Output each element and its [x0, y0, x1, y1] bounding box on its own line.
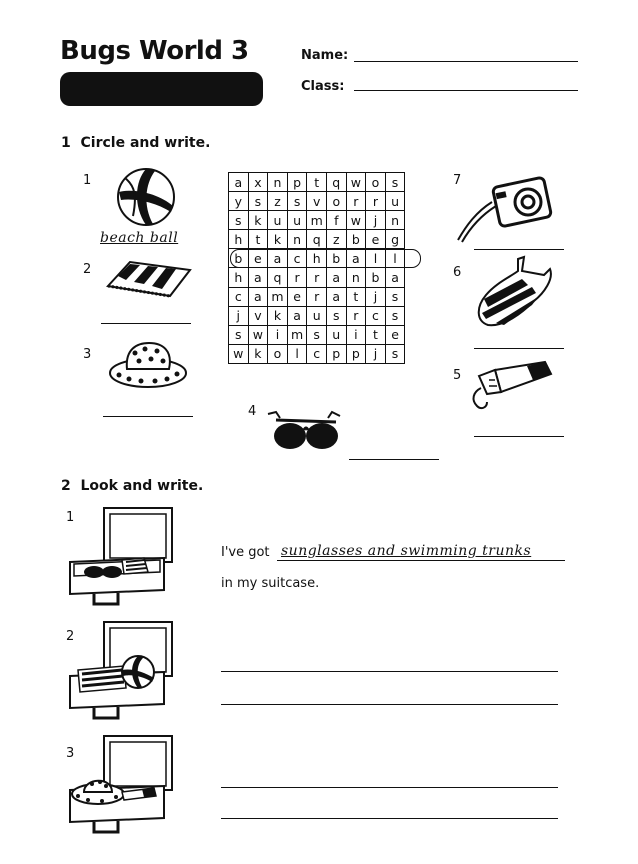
grid-letter[interactable]: b [326, 249, 346, 268]
grid-letter[interactable]: a [326, 268, 346, 287]
suitcase-hat-sun-cream-icon [64, 730, 180, 840]
grid-letter[interactable]: e [385, 325, 405, 344]
grid-letter[interactable]: w [229, 344, 249, 363]
grid-row [229, 325, 405, 344]
grid-letter[interactable]: k [268, 230, 288, 249]
grid-letter[interactable]: s [248, 192, 268, 211]
sunglasses-icon [264, 408, 344, 452]
grid-letter[interactable]: s [229, 325, 249, 344]
item-number: 1 [83, 173, 92, 188]
grid-letter[interactable]: e [248, 249, 268, 268]
grid-letter[interactable]: q [326, 173, 346, 192]
grid-letter[interactable]: s [385, 173, 405, 192]
grid-letter[interactable]: u [326, 325, 346, 344]
section2-heading-text: Look and write. [80, 478, 204, 494]
grid-letter[interactable]: s [287, 192, 307, 211]
grid-letter[interactable]: o [366, 173, 386, 192]
grid-letter[interactable]: i [268, 325, 288, 344]
grid-letter[interactable]: e [287, 287, 307, 306]
beach-ball-icon [115, 166, 177, 228]
grid-letter[interactable]: x [248, 173, 268, 192]
sun-hat-icon [107, 339, 189, 391]
grid-row [229, 344, 405, 363]
worksheet-title: Bugs World 3 [60, 36, 249, 66]
grid-letter[interactable]: e [366, 230, 386, 249]
answer-line-2b[interactable] [221, 704, 558, 705]
grid-letter[interactable]: s [385, 287, 405, 306]
section1-heading-text: Circle and write. [80, 135, 211, 151]
grid-letter[interactable]: c [287, 249, 307, 268]
grid-letter[interactable]: a [268, 249, 288, 268]
item-number: 2 [66, 629, 75, 644]
grid-letter[interactable]: m [287, 325, 307, 344]
grid-row [229, 173, 405, 192]
grid-letter[interactable]: k [248, 344, 268, 363]
grid-letter[interactable]: t [248, 230, 268, 249]
grid-row [229, 268, 405, 287]
grid-letter[interactable]: r [346, 306, 366, 325]
section1-number: 1 [61, 135, 71, 151]
name-field[interactable] [354, 61, 578, 62]
grid-letter[interactable]: w [248, 325, 268, 344]
grid-letter[interactable]: n [287, 230, 307, 249]
grid-letter[interactable]: i [346, 325, 366, 344]
grid-letter[interactable]: t [346, 287, 366, 306]
grid-letter[interactable]: o [326, 192, 346, 211]
grid-letter[interactable]: b [229, 249, 249, 268]
sun-cream-icon [465, 358, 555, 412]
grid-letter[interactable]: y [229, 192, 249, 211]
grid-letter[interactable]: s [229, 211, 249, 230]
section1-heading [61, 135, 210, 151]
grid-row [229, 287, 405, 306]
grid-letter[interactable]: j [366, 344, 386, 363]
grid-letter[interactable]: n [346, 268, 366, 287]
answer-line-2a[interactable] [221, 671, 558, 672]
item-number: 1 [66, 510, 75, 525]
grid-letter[interactable]: r [307, 287, 327, 306]
section2-number: 2 [61, 478, 71, 494]
grid-letter[interactable]: l [385, 249, 405, 268]
answer-1-beach-ball: beach ball [100, 230, 179, 246]
grid-letter[interactable]: l [287, 344, 307, 363]
grid-letter[interactable]: t [307, 173, 327, 192]
grid-letter[interactable]: v [248, 306, 268, 325]
example-answer: sunglasses and swimming trunks [281, 543, 532, 559]
grid-letter[interactable]: c [307, 344, 327, 363]
answer-line-3a[interactable] [221, 787, 558, 788]
grid-row [229, 230, 405, 249]
sentence-suffix: in my suitcase. [221, 576, 320, 591]
beach-ball-circle-answer [230, 249, 421, 268]
item-number: 7 [453, 173, 462, 188]
answer-6-field[interactable] [474, 348, 564, 349]
section2-heading [61, 478, 203, 494]
answer-4-field[interactable] [349, 459, 439, 460]
grid-letter[interactable]: g [385, 230, 405, 249]
swimsuit-icon [474, 255, 556, 331]
grid-letter[interactable]: m [268, 287, 288, 306]
grid-letter[interactable]: u [307, 306, 327, 325]
item-number: 3 [83, 347, 92, 362]
suitcase-towel-ball-icon [64, 616, 180, 726]
grid-letter[interactable]: k [268, 306, 288, 325]
item-number: 2 [83, 262, 92, 277]
grid-letter[interactable]: u [385, 192, 405, 211]
grid-letter[interactable]: k [248, 211, 268, 230]
item-number: 3 [66, 746, 75, 761]
item-number: 4 [248, 404, 257, 419]
grid-letter[interactable]: a [287, 306, 307, 325]
grid-letter[interactable]: n [268, 173, 288, 192]
sentence-prefix: I've got [221, 545, 270, 560]
grid-letter[interactable]: p [326, 344, 346, 363]
example-answer-line [277, 560, 565, 561]
class-label: Class: [301, 79, 345, 94]
grid-letter[interactable]: a [326, 287, 346, 306]
grid-letter[interactable]: z [326, 230, 346, 249]
answer-2-field[interactable] [101, 323, 191, 324]
grid-letter[interactable]: s [385, 344, 405, 363]
grid-letter[interactable]: b [366, 268, 386, 287]
grid-letter[interactable]: w [346, 173, 366, 192]
grid-letter[interactable]: n [385, 211, 405, 230]
answer-3-field[interactable] [103, 416, 193, 417]
item-number: 6 [453, 265, 462, 280]
grid-letter[interactable]: v [307, 192, 327, 211]
grid-row [229, 211, 405, 230]
camera-icon [456, 176, 556, 246]
answer-5-field[interactable] [474, 436, 564, 437]
grid-letter[interactable]: r [287, 268, 307, 287]
grid-letter[interactable]: q [307, 230, 327, 249]
grid-row [229, 192, 405, 211]
name-label: Name: [301, 48, 349, 63]
grid-letter[interactable]: w [346, 211, 366, 230]
grid-letter[interactable]: u [287, 211, 307, 230]
title-banner [60, 72, 263, 106]
grid-letter[interactable]: a [248, 268, 268, 287]
grid-letter[interactable]: c [366, 306, 386, 325]
grid-letter[interactable]: b [346, 230, 366, 249]
grid-letter[interactable]: a [346, 249, 366, 268]
suitcase-sunglasses-trunks-icon [64, 502, 180, 612]
grid-letter[interactable]: m [307, 211, 327, 230]
grid-letter[interactable]: j [366, 287, 386, 306]
grid-letter[interactable]: p [346, 344, 366, 363]
towel-icon [100, 256, 195, 300]
grid-letter[interactable]: t [366, 325, 386, 344]
grid-letter[interactable]: s [326, 306, 346, 325]
grid-letter[interactable]: p [287, 173, 307, 192]
grid-letter[interactable]: c [229, 287, 249, 306]
grid-letter[interactable]: h [307, 249, 327, 268]
grid-letter[interactable]: s [307, 325, 327, 344]
grid-letter[interactable]: j [229, 306, 249, 325]
grid-letter[interactable]: h [229, 230, 249, 249]
grid-letter[interactable]: o [268, 344, 288, 363]
grid-letter[interactable]: f [326, 211, 346, 230]
answer-7-field[interactable] [474, 249, 564, 250]
grid-row [229, 306, 405, 325]
item-number: 5 [453, 368, 462, 383]
grid-letter[interactable]: a [248, 287, 268, 306]
grid-letter[interactable]: q [268, 268, 288, 287]
grid-letter[interactable]: l [366, 249, 386, 268]
grid-letter[interactable]: s [385, 306, 405, 325]
grid-letter[interactable]: a [229, 173, 249, 192]
grid-letter[interactable]: u [268, 211, 288, 230]
answer-line-3b[interactable] [221, 818, 558, 819]
grid-letter[interactable]: r [346, 192, 366, 211]
grid-letter[interactable]: j [366, 211, 386, 230]
grid-letter[interactable]: r [366, 192, 386, 211]
grid-letter[interactable]: r [307, 268, 327, 287]
grid-letter[interactable]: a [385, 268, 405, 287]
grid-letter[interactable]: h [229, 268, 249, 287]
grid-letter[interactable]: z [268, 192, 288, 211]
class-field[interactable] [354, 90, 578, 91]
